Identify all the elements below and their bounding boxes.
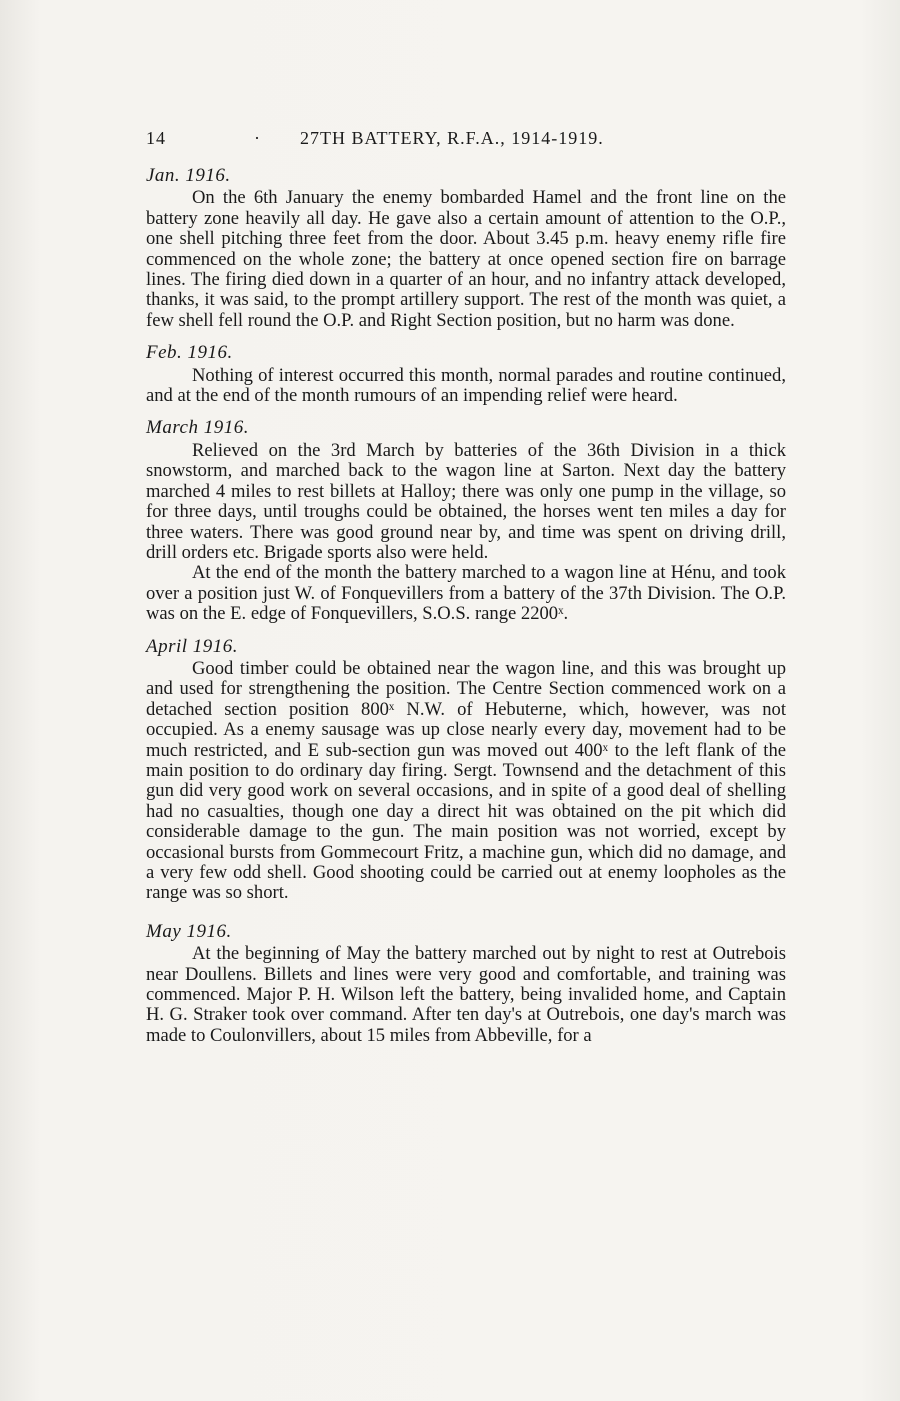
page-body <box>146 166 786 1058</box>
section-title: Feb. 1916. <box>146 342 233 364</box>
header-separator: · <box>254 128 261 148</box>
section-march-1916 <box>146 418 786 624</box>
section-may-1916 <box>146 922 786 1046</box>
section-title: April 1916. <box>146 635 239 657</box>
section-title: May 1916. <box>146 920 232 942</box>
paragraph: Good timber could be obtained near the wagon line, and this was brought up and used for strengthening the position. The Centre Section commenced work on a detached section position 800ˣ N.W. of Hebuterne, which, however, was not occupied. As a enemy sausage was up close nearly every day, movement had to be much restricted, and E sub-section gun was moved out 400ˣ to the left flank of the main position to do ordinary day firing. Sergt. Townsend and the detachment of this gun did very good work on several occasions, and in spite of a good deal of shelling had no casualties, though one day a direct hit was obtained on the pit which did considerable damage to the gun. The main position was not worried, except by occasional bursts from Gommecourt Fritz, a machine gun, which did no damage, and a very few odd shell. Good shooting could be carried out at enemy loopholes as the range was so short. <box>146 657 786 904</box>
paragraph: At the beginning of May the battery marched out by night to rest at Outrebois near Doullens. Billets and lines were very good and comfortable, and training was commenced. Major P. H. Wilson left the battery, being invalided home, and Captain H. G. Straker took over command. After ten day's at Outrebois, one day's march was made to Coulonvillers, about 15 miles from Abbeville, for a <box>146 943 786 1046</box>
page-header <box>146 128 786 152</box>
page-number: 14 <box>146 128 166 148</box>
section-title: Jan. 1916. <box>146 165 231 186</box>
section-jan-1916 <box>146 166 786 331</box>
section-title: March 1916. <box>146 417 249 439</box>
running-title: 27TH BATTERY, R.F.A., 1914-1919. <box>300 128 604 148</box>
paragraph: At the end of the month the battery marched to a wagon line at Hénu, and took over a position just W. of Fonquevillers from a battery of the 37th Division. The O.P. was on the E. edge of Fonquevillers, S.O.S. range 2200ˣ. <box>146 562 786 625</box>
section-feb-1916 <box>146 343 786 406</box>
section-april-1916 <box>146 637 786 904</box>
paragraph: Nothing of interest occurred this month, normal parades and routine continued, and at the end of the month rumours of an impending relief were heard. <box>146 364 786 407</box>
paragraph: Relieved on the 3rd March by batteries of the 36th Division in a thick snowstorm, and marched back to the wagon line at Sarton. Next day the battery marched 4 miles to rest billets at Halloy; there was only one pump in the village, so for three days, until troughs could be obtained, the horses went ten miles a day for three waters. There was good ground near by, and time was spent on driving drill, drill orders etc. Brigade sports also were held. <box>146 439 786 563</box>
paragraph: On the 6th January the enemy bombarded Hamel and the front line on the battery zone heavily all day. He gave also a certain amount of attention to the O.P., one shell pitching three feet from the door. About 3.45 p.m. heavy enemy rifle fire commenced on the whole zone; the battery at once opened section fire on barrage lines. The firing died down in a quarter of an hour, and no infantry attack developed, thanks, it was said, to the prompt artillery support. The rest of the month was quiet, a few shell fell round the O.P. and Right Section position, but no harm was done. <box>146 187 786 331</box>
